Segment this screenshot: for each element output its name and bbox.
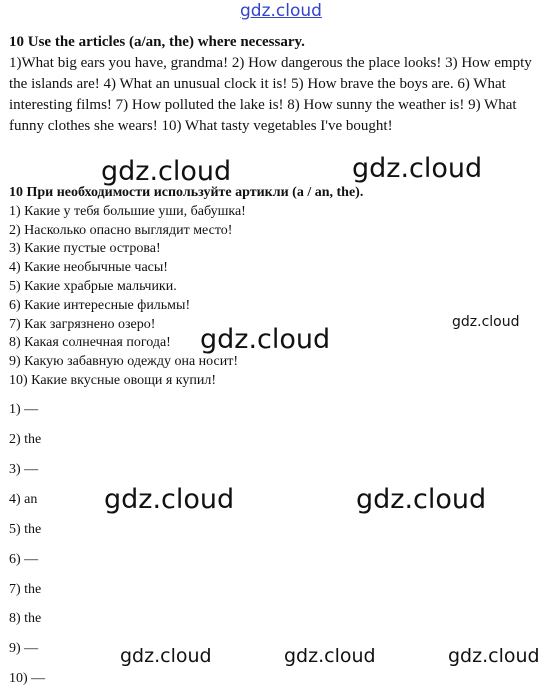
- watermark: gdz.cloud: [352, 153, 483, 184]
- task-english-text: 1)What big ears you have, grandma! 2) How dangerous the place looks! 3) How empty the islands are! 4) What an unusual clock it is! 5) How brave the boys are. 6) What interesting films! 7) How polluted the lake is! 8) How sunny the weather is! 9) What funny clothes she wears! 10) What tasty vegetables I've bought!: [9, 55, 532, 134]
- task-russian: [9, 184, 547, 391]
- watermark: gdz.cloud: [104, 484, 235, 515]
- watermark: gdz.cloud: [101, 156, 232, 187]
- task-russian-line: 7) Как загрязнено озеро!: [9, 316, 156, 332]
- task-russian-line: 8) Какая солнечная погода!: [9, 335, 171, 351]
- watermark: gdz.cloud: [452, 314, 520, 330]
- task-english-title: 10 Use the articles (a/an, the) where necessary.: [9, 34, 305, 50]
- task-russian-line: 10) Какие вкусные овощи я купил!: [9, 372, 217, 388]
- task-russian-line: 6) Какие интересные фильмы!: [9, 297, 191, 313]
- answer-item: 8) the: [9, 611, 42, 626]
- answer-item: 4) an: [9, 492, 38, 507]
- task-russian-line: 1) Какие у тебя большие уши, бабушка!: [9, 203, 246, 219]
- answer-item: 2) the: [9, 432, 42, 447]
- answer-item: 6) —: [9, 552, 39, 567]
- watermark: gdz.cloud: [448, 645, 540, 667]
- answer-item: 10) —: [9, 671, 46, 686]
- task-russian-line: 5) Какие храбрые мальчики.: [9, 278, 177, 294]
- answer-item: 7) the: [9, 582, 42, 597]
- task-russian-line: 4) Какие необычные часы!: [9, 260, 168, 276]
- watermark: gdz.cloud: [200, 324, 331, 355]
- task-english: [9, 32, 547, 137]
- answer-item: 5) the: [9, 522, 42, 537]
- watermark: gdz.cloud: [120, 645, 212, 667]
- watermark: gdz.cloud: [356, 484, 487, 515]
- answer-item: 9) —: [9, 641, 39, 656]
- task-russian-line: 9) Какую забавную одежду она носит!: [9, 354, 238, 370]
- site-watermark-link[interactable]: gdz.cloud: [240, 1, 322, 21]
- answer-item: 3) —: [9, 462, 39, 477]
- task-russian-line: 2) Насколько опасно выглядит место!: [9, 222, 233, 238]
- task-russian-title: 10 При необходимости используйте артикли (a / an, the).: [9, 185, 364, 200]
- task-russian-line: 3) Какие пустые острова!: [9, 241, 161, 257]
- answer-item: 1) —: [9, 402, 39, 417]
- watermark: gdz.cloud: [284, 645, 376, 667]
